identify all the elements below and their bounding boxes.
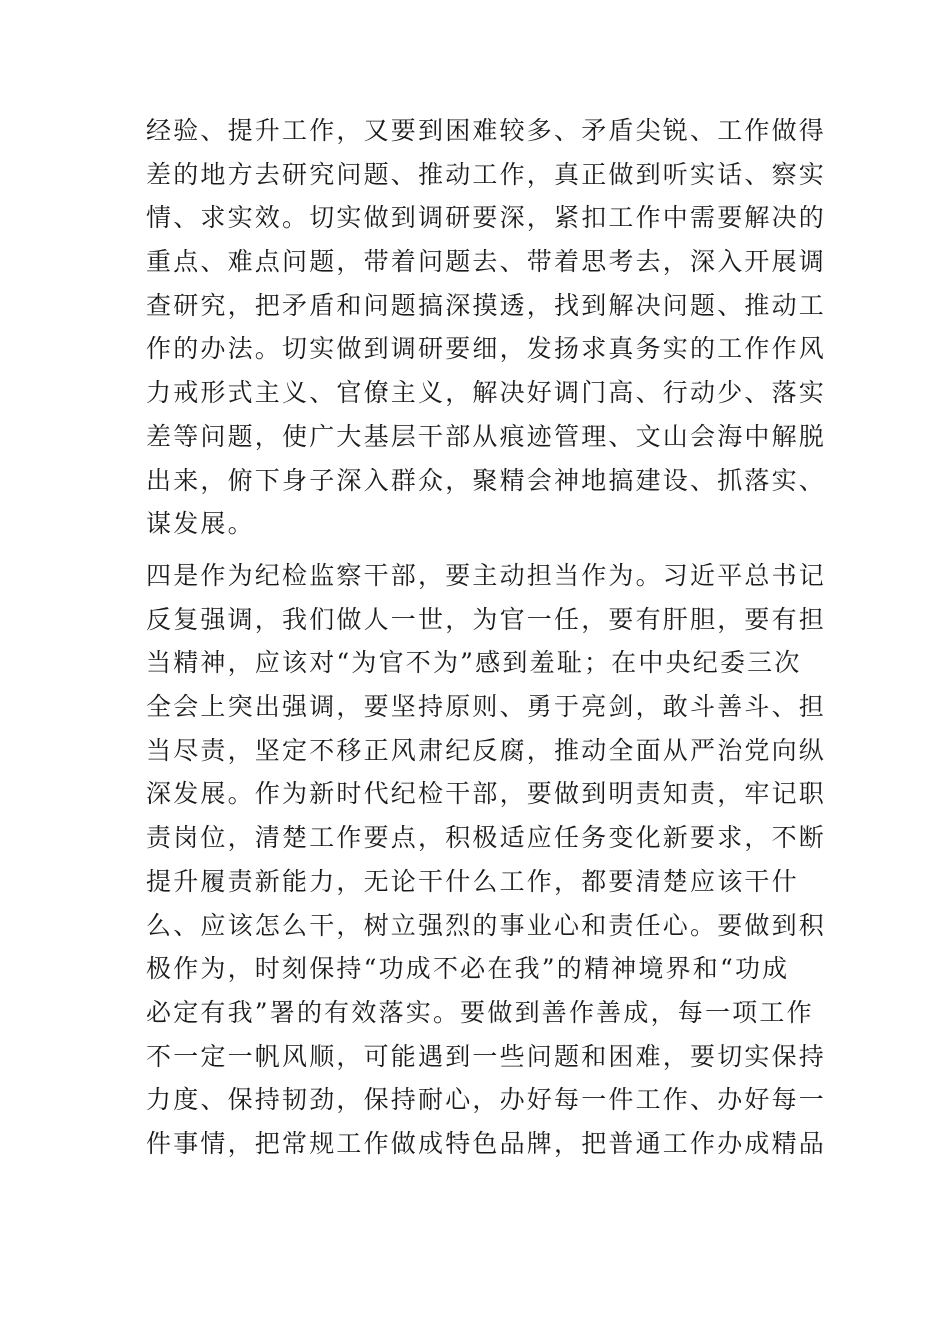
text-line: 力度、保持韧劲，保持耐心，办好每一件工作、办好每一 xyxy=(146,1085,827,1115)
text-line: 提升履责新能力，无论干什么工作，都要清楚应该干什 xyxy=(146,866,799,896)
text-line: 谋发展。 xyxy=(146,509,255,539)
text-line: 反复强调，我们做人一世，为官一任，要有肝胆，要有担 xyxy=(146,604,827,634)
text-line: 经验、提升工作，又要到困难较多、矛盾尖锐、工作做得 xyxy=(146,116,827,145)
text-line: 当尽责，坚定不移正风肃纪反腐，推动全面从严治党向纵 xyxy=(146,735,827,765)
text-line: 必定有我”署的有效落实。要做到善作善成，每一项工作 xyxy=(146,997,814,1027)
text-line: 作的办法。切实做到调研要细，发扬求真务实的工作作风 xyxy=(146,334,827,364)
text-line: 不一定一帆风顺，可能遇到一些问题和困难，要切实保持 xyxy=(146,1041,827,1071)
text-line: 出来，俯下身子深入群众，聚精会神地搞建设、抓落实、 xyxy=(146,465,827,495)
text-line: 力戒形式主义、官僚主义，解决好调门高、行动少、落实 xyxy=(146,378,827,408)
paragraph-responsibility xyxy=(146,554,827,1166)
text-line: 当精神，应该对“为官不为”感到羞耻；在中央纪委三次 xyxy=(146,648,802,678)
text-line: 差的地方去研究问题、推动工作，真正做到听实话、察实 xyxy=(146,159,827,189)
text-line: 件事情，把常规工作做成特色品牌，把普通工作办成精品 xyxy=(146,1128,827,1158)
text-line: 么、应该怎么干，树立强烈的事业心和责任心。要做到积 xyxy=(146,910,827,940)
text-line: 情、求实效。切实做到调研要深，紧扣工作中需要解决的 xyxy=(146,203,827,233)
paragraph-research xyxy=(146,109,827,546)
text-line: 查研究，把矛盾和问题搞深摸透，找到解决问题、推动工 xyxy=(146,290,827,320)
text-line: 全会上突出强调，要坚持原则、勇于亮剑，敢斗善斗、担 xyxy=(146,692,827,722)
text-line: 极作为，时刻保持“功成不必在我”的精神境界和“功成 xyxy=(146,954,790,984)
text-line: 重点、难点问题，带着问题去、带着思考去，深入开展调 xyxy=(146,247,827,277)
text-line: 深发展。作为新时代纪检干部，要做到明责知责，牢记职 xyxy=(146,779,827,809)
text-line: 四是作为纪检监察干部，要主动担当作为。习近平总书记 xyxy=(146,561,827,590)
text-line: 责岗位，清楚工作要点，积极适应任务变化新要求，不断 xyxy=(146,823,827,853)
text-line: 差等问题，使广大基层干部从痕迹管理、文山会海中解脱 xyxy=(146,421,827,451)
